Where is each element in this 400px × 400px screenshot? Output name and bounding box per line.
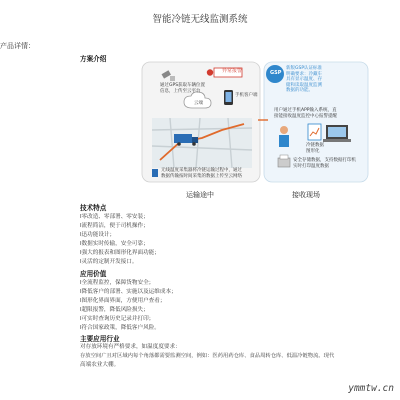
solution-diagram (140, 60, 370, 200)
value-item: l符合国家政策，降低客户风险。 (80, 325, 160, 331)
industry-heading: 主要应用行业 (80, 335, 120, 343)
feature-item: l数据实时传输，安全可靠； (80, 241, 149, 247)
sensor-icon (152, 169, 158, 177)
value-item: l超限报警，降低风险损失； (80, 307, 149, 313)
feature-item: l迅功能设计； (80, 232, 116, 238)
alarm-label: 异常报警 (222, 68, 243, 74)
gsp-text: 新版GSP认证标准 明确要求：冷藏车 具有显示温度、存 储和读取温度监测 数据的功能。 (286, 66, 323, 94)
caption-receiving: 接收现场 (292, 191, 320, 199)
value-item: l全流程监控，保障货物安全； (80, 280, 155, 286)
curve-label: 冷链数据 图形化 (306, 143, 324, 154)
sensor-text: 无线温度采集器将冷链运输过程中，通过 数据传输按时间采集的数据上传至云网络 (161, 168, 242, 179)
industry-line: 对存放环境有严格要求，如温度度要求： (80, 344, 181, 350)
printer-icon (278, 158, 290, 167)
value-heading: 应用价值 (80, 270, 107, 278)
value-item: l降低客户的部署、实施以及运维成本； (80, 289, 177, 295)
feature-item: l强大的报表和图形化界面功能； (80, 250, 160, 256)
curve-icon (308, 124, 321, 140)
alarm-icon (207, 69, 213, 75)
caption-transport: 运输途中 (186, 191, 214, 199)
value-item: l可实时查询历史记录并打印； (80, 316, 155, 322)
cloud-label: 云端 (194, 101, 203, 106)
intro-heading: 方案介绍 (80, 55, 107, 63)
printer-text: 安全存储数据，支持数据打印机 实时打印温度数据 (293, 158, 356, 169)
value-item: l图形化界面界面，方便用户查看； (80, 298, 166, 304)
vehicle-text: 通过GPS获取车辆位置 信息，上传至云平台 (160, 83, 206, 94)
features-heading: 技术特点 (80, 204, 107, 212)
receiver-text: 用户通过手机APP输入系统，直 接能接收温度监控中心报警提醒 (274, 108, 337, 119)
watermark: ymmtw.cn (348, 383, 394, 394)
page-title: 智能冷链无线监测系统 (152, 14, 248, 25)
detail-label: 产品详情： (0, 42, 35, 50)
industry-line: 高端农业大棚。 (80, 362, 120, 368)
feature-item: l零改造、零部署、零安装； (80, 214, 149, 220)
feature-item: l流程简洁，便于司机操作； (80, 223, 149, 229)
feature-item: l灵活的定制开发接口。 (80, 259, 138, 265)
industry-line: 存放空间广且对区域内每个角落都需要监测空间，例如：医药用药仓库、食品周转仓库、低温冷链物流、现代 (80, 353, 335, 359)
gsp-logo-text: GSP (270, 70, 282, 76)
phone-label: 手机客户端 (235, 93, 258, 98)
user-icon (280, 126, 288, 134)
